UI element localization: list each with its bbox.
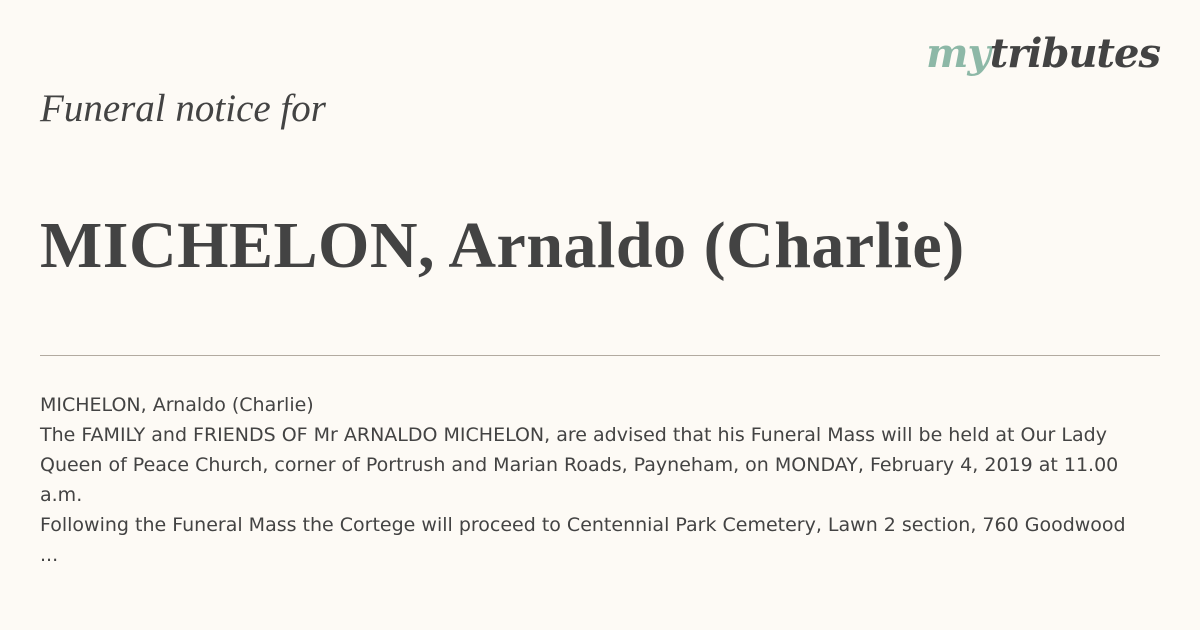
- mytributes-logo[interactable]: [926, 30, 1160, 77]
- deceased-name-title: MICHELON, Arnaldo (Charlie): [40, 209, 965, 282]
- notice-line-cortege: Following the Funeral Mass the Cortege will proceed to Centennial Park Cemetery, Lawn 2 section, 760 Goodwood: [40, 514, 1126, 536]
- notice-body: [40, 390, 1162, 570]
- notice-line-name: MICHELON, Arnaldo (Charlie): [40, 394, 314, 416]
- notice-subtitle: Funeral notice for: [40, 87, 326, 130]
- notice-line-service: The FAMILY and FRIENDS OF Mr ARNALDO MICHELON, are advised that his Funeral Mass will be held at Our Lady Queen of Peace Church, corner of Portrush and Marian Roads, Payneham, on MONDAY, February 4, 2019 at 11.00 a.m.: [40, 424, 1119, 506]
- notice-line-ellipsis: ...: [40, 544, 59, 566]
- logo-my: my: [926, 30, 990, 77]
- logo-tributes: tributes: [989, 30, 1160, 77]
- divider: [40, 355, 1160, 356]
